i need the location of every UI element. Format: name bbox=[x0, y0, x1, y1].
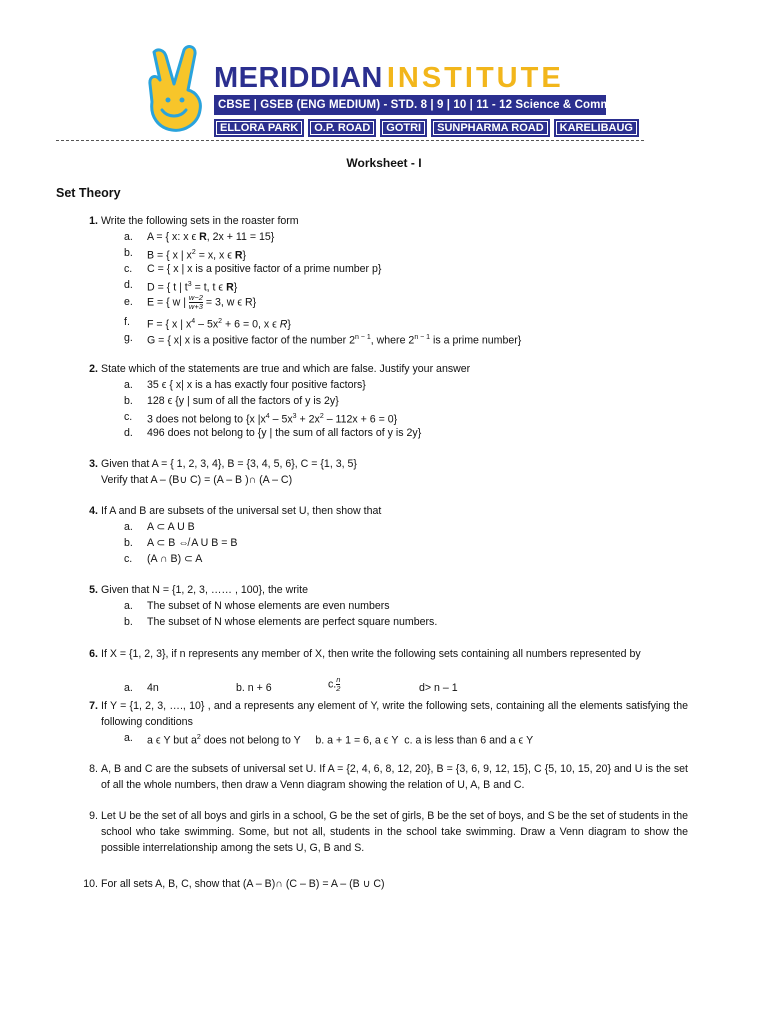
option-b: b. n + 6 bbox=[236, 682, 272, 694]
item-text: G = { x| x is a positive factor of the number $2^{n - 1}$, where $2^{n - 1}$ is a prime number} bbox=[147, 334, 522, 347]
question-text: If Y = {1, 2, 3, …., 10} , and a represents any element of Y, write the following sets, containing all the elements satisfying the following conditions bbox=[101, 700, 688, 728]
option-a: 4n bbox=[147, 682, 159, 694]
section-heading: Set Theory bbox=[56, 186, 121, 200]
question-text: If X = {1, 2, 3}, if n represents any member of X, then write the following sets containing all numbers represented by bbox=[101, 648, 641, 660]
item-label: a. bbox=[124, 379, 133, 391]
item-label: d. bbox=[124, 427, 133, 439]
item-text: a ϵ Y but $a^2$ does not belong to Y b. a + 1 = 6, a ϵ Y c. a is less than 6 and a ϵ Y bbox=[147, 734, 534, 747]
header-divider bbox=[56, 140, 644, 141]
question-number: 9. bbox=[89, 810, 98, 822]
question-text: Given that A = { 1, 2, 3, 4}, B = {3, 4, 5, 6}, C = {1, 3, 5} bbox=[101, 458, 357, 470]
item-text: A ⊂ B ⇎ A U B = B bbox=[147, 537, 238, 549]
item-text: The subset of N whose elements are perfect square numbers. bbox=[147, 616, 438, 628]
option-d: d> n – 1 bbox=[419, 682, 458, 694]
item-label: e. bbox=[124, 296, 133, 308]
location-badge: ELLORA PARK bbox=[214, 119, 304, 137]
question-10 bbox=[56, 876, 688, 892]
item-label: a. bbox=[124, 682, 133, 694]
option-c: c. $\frac{n}{2}$ bbox=[328, 675, 341, 693]
item-label: b. bbox=[124, 616, 133, 628]
question-9 bbox=[56, 808, 688, 856]
item-text: A = { x: x ϵ R, 2x + 11 = 15} bbox=[147, 231, 275, 243]
item-text: E = { w | $\frac{w-2}{w+3}$ = 3, w ϵ R} bbox=[147, 293, 257, 311]
question-4 bbox=[56, 503, 688, 519]
item-label: f. bbox=[124, 316, 130, 328]
question-number: 1. bbox=[89, 215, 98, 227]
item-label: a. bbox=[124, 521, 133, 533]
brand-name-part2: INSTITUTE bbox=[386, 62, 564, 94]
worksheet-title: Worksheet - I bbox=[346, 156, 422, 170]
question-7 bbox=[56, 698, 688, 730]
victory-hand-logo-icon bbox=[144, 44, 210, 136]
location-badge: SUNPHARMA ROAD bbox=[431, 119, 550, 137]
question-8 bbox=[56, 761, 688, 793]
fraction: $\frac{w-2}{w+3}$ bbox=[188, 293, 203, 311]
question-5 bbox=[56, 582, 688, 598]
question-text: State which of the statements are true and which are false. Justify your answer bbox=[101, 363, 471, 375]
fraction: $\frac{n}{2}$ bbox=[336, 675, 341, 693]
question-text: A, B and C are the subsets of universal set U. If A = {2, 4, 6, 8, 12, 20}, B = {3, 6, 9, 12, 15}, C {5, 10, 15, 20} and U is the set of all the whole numbers, then draw a Venn diagram showing the relation of U, A, B and C. bbox=[101, 763, 688, 791]
item-text: F = { x | $x^4 - 5x^2 + 6 = 0$, x ϵ R} bbox=[147, 318, 291, 331]
question-number: 3. bbox=[89, 458, 98, 470]
item-label: b. bbox=[124, 247, 133, 259]
question-number: 7. bbox=[89, 700, 98, 712]
question-number: 5. bbox=[89, 584, 98, 596]
question-2 bbox=[56, 361, 688, 377]
item-label: a. bbox=[124, 732, 133, 744]
item-label: b. bbox=[124, 395, 133, 407]
item-label: c. bbox=[124, 411, 133, 423]
item-label: c. bbox=[124, 553, 133, 565]
question-6 bbox=[56, 646, 688, 662]
question-number: 8. bbox=[89, 763, 98, 775]
question-number: 4. bbox=[89, 505, 98, 517]
location-badge: KARELIBAUG bbox=[554, 119, 639, 137]
location-badge: O.P. ROAD bbox=[308, 119, 376, 137]
brand-name-part1: MERIDDIAN bbox=[214, 62, 383, 94]
item-text: The subset of N whose elements are even numbers bbox=[147, 600, 390, 612]
item-label: g. bbox=[124, 332, 133, 344]
item-text: 35 ϵ { x| x is a has exactly four positive factors} bbox=[147, 379, 366, 391]
question-text-line2: Verify that A – (B∪ C) = (A – B )∩ (A – C) bbox=[101, 474, 293, 486]
item-text: 496 does not belong to {y | the sum of all factors of y is 2y} bbox=[147, 427, 422, 439]
location-badge: GOTRI bbox=[380, 119, 427, 137]
question-number: 6. bbox=[89, 648, 98, 660]
locations-bar bbox=[214, 119, 639, 137]
item-label: b. bbox=[124, 537, 133, 549]
item-label: d. bbox=[124, 279, 133, 291]
question-text: Given that N = {1, 2, 3, …… , 100}, the write bbox=[101, 584, 308, 596]
question-number: 2. bbox=[89, 363, 98, 375]
item-label: a. bbox=[124, 600, 133, 612]
item-text: (A ∩ B) ⊂ A bbox=[147, 553, 203, 565]
item-text: A ⊂ A U B bbox=[147, 521, 195, 533]
institute-name bbox=[214, 62, 564, 92]
question-3 bbox=[56, 456, 688, 488]
question-1 bbox=[56, 213, 688, 229]
question-text: Write the following sets in the roaster form bbox=[101, 215, 299, 227]
item-text: D = { t | $t^3 = t$, t ϵ R} bbox=[147, 281, 238, 294]
item-text: B = { x | $x^2 = x$, x ϵ R} bbox=[147, 249, 247, 262]
item-text: 3 does not belong to {x $|x^4 - 5x^3 + 2x^2 - 112x + 6 = 0$} bbox=[147, 413, 398, 426]
courses-tagline: CBSE | GSEB (ENG MEDIUM) - STD. 8 | 9 | 10 | 11 - 12 Science & Commerce bbox=[214, 95, 606, 115]
institute-header bbox=[144, 44, 635, 142]
question-text: If A and B are subsets of the universal set U, then show that bbox=[101, 505, 382, 517]
item-label: c. bbox=[124, 263, 133, 275]
item-label: a. bbox=[124, 231, 133, 243]
question-text: For all sets A, B, C, show that (A – B)∩ (C – B) = A – (B ∪ C) bbox=[101, 878, 385, 890]
question-text: Let U be the set of all boys and girls in a school, G be the set of girls, B be the set of boys, and S be the set of students in the school who take swimming. Some, but not all, students in the school take swimming. Draw a Venn diagram to show the possible interrelationship among the sets U, G, B and S. bbox=[101, 810, 688, 854]
question-number: 10. bbox=[83, 878, 98, 890]
item-text: C = { x | x is a positive factor of a prime number p} bbox=[147, 263, 382, 275]
item-text: 128 ϵ {y | sum of all the factors of y is 2y} bbox=[147, 395, 339, 407]
